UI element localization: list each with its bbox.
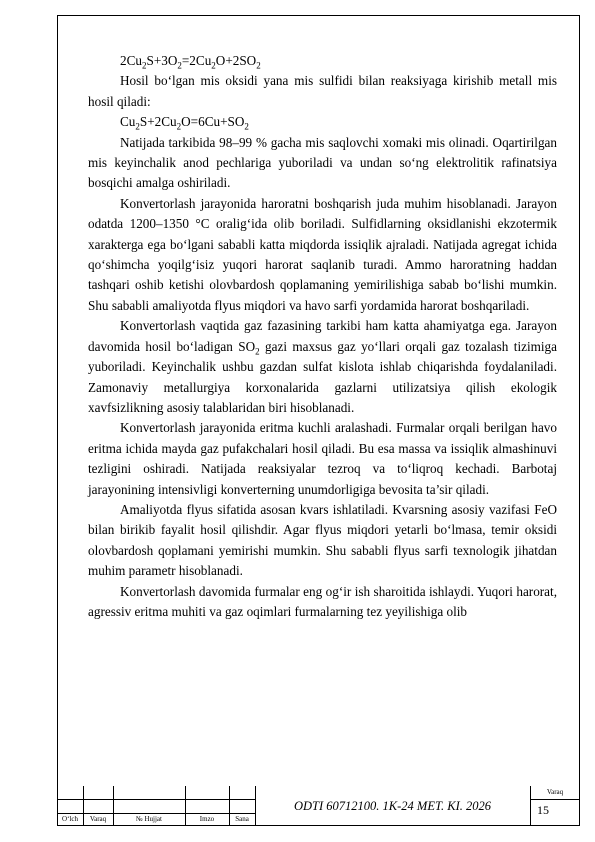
page-number: 15: [537, 803, 549, 817]
text-run: S+2Cu: [139, 114, 177, 130]
text-run: Cu: [120, 114, 136, 130]
subscript: 2: [176, 121, 182, 132]
subscript: 2: [177, 60, 182, 71]
subscript: 2: [141, 60, 147, 71]
subscript: 2: [255, 346, 260, 357]
stamp-label-imzo: Imzo: [199, 815, 215, 823]
stamp-row-line: [57, 799, 255, 800]
body-paragraph: [88, 194, 557, 316]
text-run: S+3O: [146, 53, 178, 68]
text-run: Amaliyotda flyus sifatida asosan kvars ishlatiladi. Kvarsning asosiy vazifasi FeO bilan birikib fayalit hosil qilishdir. Agar flyus miqdori yetarli bo‘lmasa, temir oksidi olovbardosh qoplamani yemirishi mumkin. Shu sababli flyus sarfi texnologik jihatdan muhim parametr hisoblanadi.: [88, 501, 557, 579]
subscript: 2: [135, 121, 140, 132]
document-code: ODTI 60712100. 1K-24 MET. KI. 2026: [294, 798, 491, 813]
document-body: [88, 51, 557, 622]
text-run: gazi maxsus gaz yo‘llari orqali gaz tozalash tizimiga yuboriladi. Keyinchalik ushbu gazdan sulfat kislota ishlab chiqarishda foydalaniladi. Zamonaviy metallurgiya korxonalarida gazlarni utilizatsiya qilish ekologik xavfsizlikning asosiy talablaridan biri hisoblanadi.: [88, 338, 557, 415]
text-run: Konvertorlash jarayonida eritma kuchli aralashadi. Furmalar orqali berilgan havo eritma ichida mayda gaz pufakchalari hosil qiladi. Bu esa massa va issiqlik almashinuvi tezligini oshiradi. Natijada reaksiyalar tezroq va to‘liqroq kechadi. Barbotaj jarayonining intensivligi konverterning unumdorligiga bevosita ta’sir qiladi.: [88, 420, 557, 497]
chemical-formula: [88, 51, 557, 71]
sheet-label: Varaq: [546, 788, 564, 796]
text-run: Hosil bo‘lgan mis oksidi yana mis sulfidi bilan reaksiyaga kirishib metall mis hosil qiladi:: [88, 73, 557, 109]
text-run: 2Cu: [120, 53, 142, 68]
title-block: [57, 786, 580, 826]
stamp-label-varaq: Varaq: [89, 815, 107, 823]
body-paragraph: [88, 133, 557, 194]
stamp-label-olch: O‘lch: [62, 815, 78, 823]
body-paragraph: [88, 582, 557, 623]
text-run: =2Cu: [181, 53, 212, 68]
subscript: 2: [211, 60, 216, 71]
text-run: Konvertorlash jarayonida haroratni boshqarish juda muhim hisoblanadi. Jarayon odatda 1200–1350 °C oralig‘ida olib boriladi. Sulfidlarning oksidlanishi ekzotermik xarakterga ega bo‘lgani sababli katta miqdorda issiqlik ajraladi. Natijada agregat ichida qo‘shimcha yoqilg‘isiz yuqori harorat saqlanib turadi. Ammo haroratning haddan tashqari oshib ketishi olovbardosh qoplamaning yemirilishiga sabab bo‘lishi mumkin. Shu sababli amaliyotda flyus miqdori va havo sarfi yordamida harorat boshqariladi.: [88, 195, 557, 313]
subscript: 2: [256, 60, 261, 71]
chemical-formula: [88, 112, 557, 132]
body-paragraph: [88, 500, 557, 582]
body-paragraph: [88, 316, 557, 418]
text-run: O=6Cu+SO: [181, 114, 245, 130]
stamp-label-sana: Sana: [235, 815, 249, 823]
text-run: Natijada tarkibida 98–99 % gacha mis saqlovchi xomaki mis olinadi. Oqartirilgan mis keyinchalik anod pechlariga yuboriladi va undan so‘ng elektrolitik rafinatsiya bosqichi amalga oshiriladi.: [88, 134, 557, 191]
text-run: Konvertorlash davomida furmalar eng og‘ir ish sharoitida ishlaydi. Yuqori harorat, agressiv eritma muhiti va gaz oqimlari furmalarning tez yeyilishiga olib: [88, 583, 557, 619]
stamp-row-line: [57, 813, 255, 814]
stamp-sheet-line: [530, 799, 580, 800]
subscript: 2: [244, 121, 249, 132]
text-run: Konvertorlash vaqtida gaz fazasining tarkibi ham katta ahamiyatga ega. Jarayon davomida hosil bo‘ladigan SO: [88, 318, 557, 354]
body-paragraph: [88, 418, 557, 500]
stamp-label-hujjat: № Hujjat: [136, 815, 162, 823]
body-paragraph: [88, 71, 557, 112]
text-run: O+2SO: [215, 53, 257, 68]
